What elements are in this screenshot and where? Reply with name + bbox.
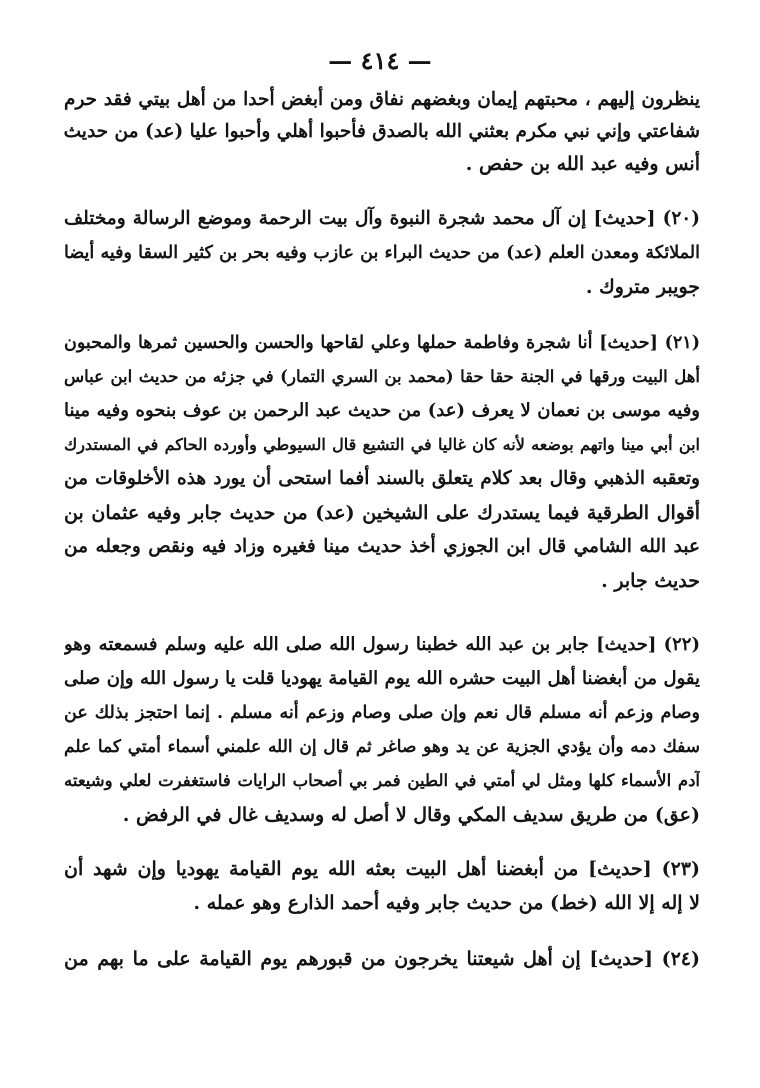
paragraph-hadith-24: [64, 942, 700, 976]
text-line: ينظرون إليهم ، محبتهم إيمان وبغضهم نفاق ومن أبغض أحدا من أهل بيتي فقد حرم: [64, 89, 700, 110]
text-line: (٢٠) [حديث] إن آل محمد شجرة النبوة وآل بيت الرحمة وموضع الرسالة ومختلف: [64, 208, 700, 229]
text-line: جويبر متروك .: [585, 276, 700, 298]
text-line: أنس وفيه عبد الله بن حفص .: [465, 153, 700, 175]
text-line: (٢٣) [حديث] من أبغضنا أهل البيت بعثه الله يوم القيامة يهوديا وإن شهد أن: [64, 858, 700, 880]
text-line: ابن أبي مينا واتهم بوضعه لأنه كان غاليا في التشيع قال السيوطي وأورده الحاكم في المستدرك: [64, 435, 700, 454]
text-line: (٢٢) [حديث] جابر بن عبد الله خطبنا رسول الله صلى الله عليه وسلم فسمعته وهو: [64, 634, 700, 655]
text-line: الملائكة ومعدن العلم (عد) من حديث البراء بن عازب وفيه بحر بن كثير السقا وفيه أيضا: [64, 243, 700, 263]
paragraph-hadith-23: [64, 852, 700, 920]
paragraph-continuation: [64, 84, 700, 180]
paragraph-hadith-22: [64, 628, 700, 832]
text-line: (٢١) [حديث] أنا شجرة وفاطمة حملها وعلي لقاحها والحسن والحسين ثمرها والمحبون: [64, 333, 700, 353]
text-line: وفيه موسى بن نعمان لا يعرف (عد) من حديث عبد الرحمن بن عوف بنحوه وفيه مينا: [64, 400, 700, 421]
text-line: وصام وزعم أنه مسلم قال نعم وإن صلى وصام وزعم أنه مسلم . إنما احتجز بذلك عن: [64, 703, 700, 723]
text-line: أهل البيت ورقها في الجنة حقا حقا (محمد بن السري التمار) في جزئه من حديث ابن عباس: [64, 367, 700, 386]
text-line: عبد الله الشامي قال ابن الجوزي أخذ حديث مينا فغيره وزاد فيه ونقص وجعله من: [64, 536, 700, 557]
text-line: يقول من أبغضنا أهل البيت حشره الله يوم القيامة يهوديا قلت يا رسول الله وإن صلى: [64, 668, 700, 689]
text-line: سفك دمه وأن يؤدي الجزية عن يد وهو صاغر ثم قال إن الله علمني أسماء أمتي كما علم: [64, 737, 700, 757]
text-line: آدم الأسماء كلها ومثل لي أمتي في الطين فمر بي أصحاب الرايات فاستغفرت لعلي وشيعته: [64, 771, 700, 790]
text-line: لا إله إلا الله (خط) من حديث جابر وفيه أحمد الذارع وهو عمله .: [193, 892, 700, 914]
paragraph-hadith-20: [64, 202, 700, 304]
text-line: (عق) من طريق سديف المكي وقال لا أصل له وسديف غال في الرفض .: [122, 804, 700, 826]
paragraph-hadith-21: [64, 326, 700, 598]
text-line: شفاعتي وإني نبي مكرم بعثني الله بالصدق فأحبوا أهلي وأحبوا عليا (عد) من حديث: [64, 121, 700, 142]
text-line: وتعقبه الذهبي وقال بعد كلام يتعلق بالسند أفما استحى أن يورد هذه الأخلوقات من: [64, 468, 700, 489]
text-line: (٢٤) [حديث] إن أهل شيعتنا يخرجون من قبورهم يوم القيامة على ما بهم من: [64, 948, 700, 970]
text-line: حديث جابر .: [601, 570, 700, 592]
text-line: أقوال الطرقية فيما يستدرك على الشيخين (عد) من حديث جابر وفيه عثمان بن: [64, 502, 700, 524]
page-number: — ٤١٤ —: [328, 46, 432, 75]
page-body: [64, 84, 700, 976]
